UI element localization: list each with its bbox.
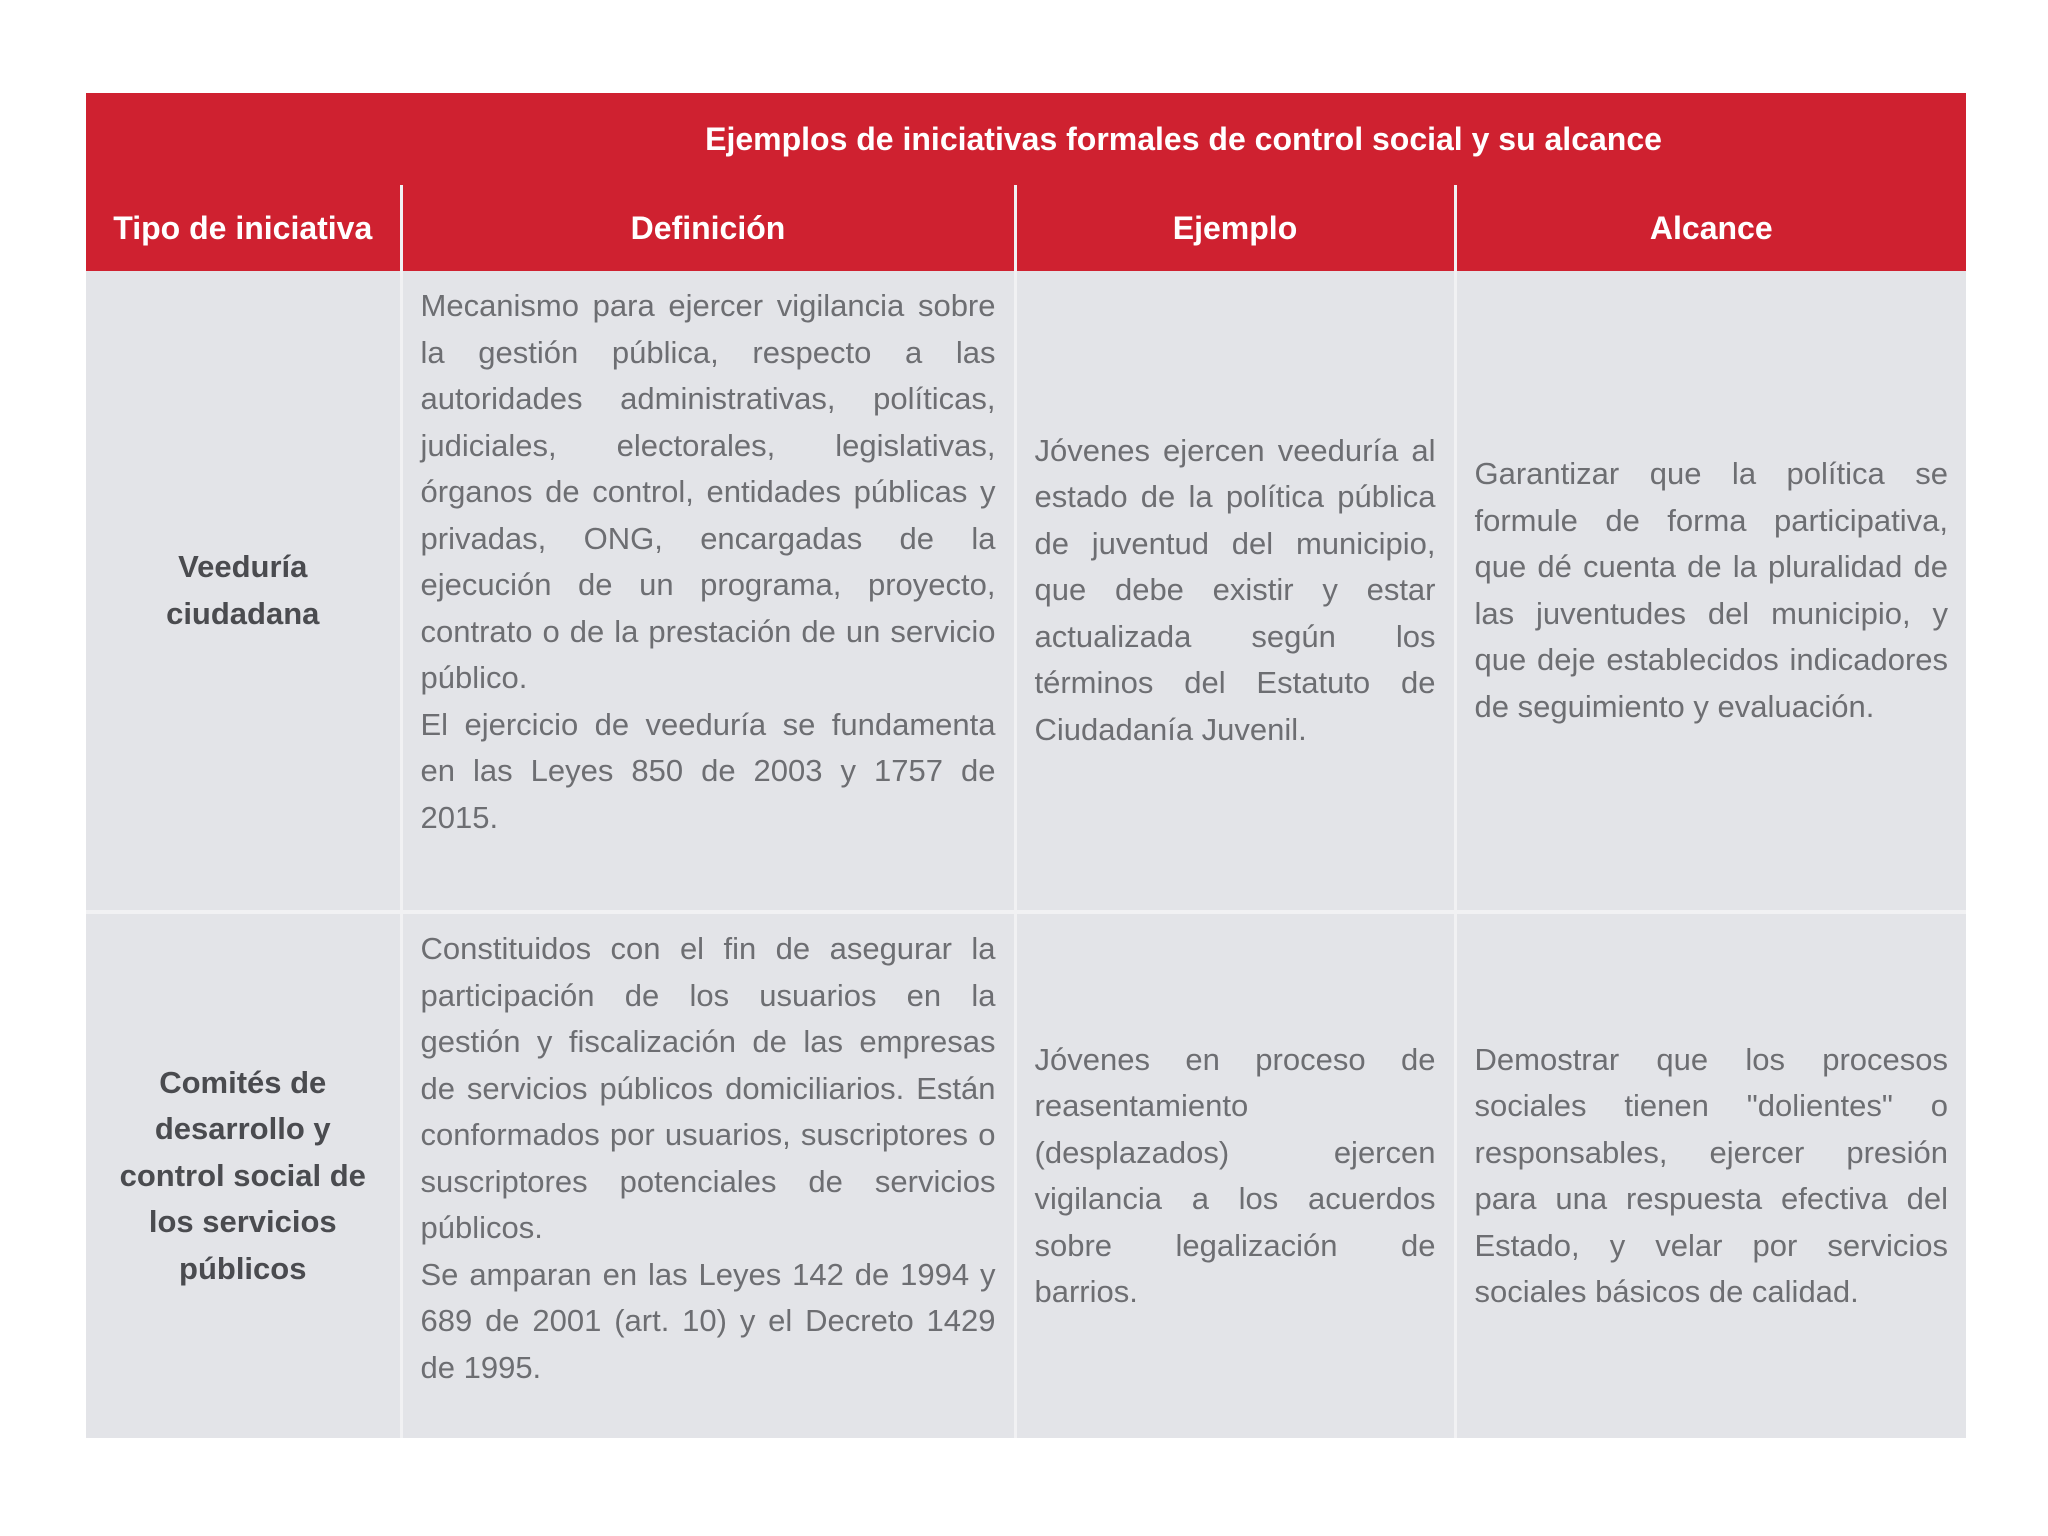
definicion-paragraph: Constituidos con el fin de asegurar la participación de los usuarios en la gestión y fiscalización de las empresas de servicios públicos domiciliarios. Están conformados por usuarios, suscriptores o suscriptores potenciales de servicios públicos. bbox=[420, 931, 996, 1245]
table-title-row bbox=[86, 93, 1966, 185]
initiatives-table bbox=[86, 93, 1966, 1438]
table-title: Ejemplos de iniciativas formales de control social y su alcance bbox=[401, 93, 1966, 185]
header-definicion: Definición bbox=[401, 185, 1015, 271]
alcance-cell: Garantizar que la política se formule de forma participativa, que dé cuenta de la pluralidad de las juventudes del municipio, y que deje establecidos indicadores de seguimiento y evaluación. bbox=[1455, 271, 1966, 912]
alcance-cell: Demostrar que los procesos sociales tienen "dolientes" o responsables, ejercer presión para una respuesta efectiva del Estado, y velar por servicios sociales básicos de calidad. bbox=[1455, 912, 1966, 1438]
ejemplo-cell: Jóvenes ejercen veeduría al estado de la política pública de juventud del municipio, que debe existir y estar actualizada según los términos del Estatuto de Ciudadanía Juvenil. bbox=[1015, 271, 1455, 912]
definicion-cell bbox=[401, 271, 1015, 912]
tipo-cell: Comités de desarrollo y control social de los servicios públicos bbox=[86, 912, 401, 1438]
header-tipo: Tipo de iniciativa bbox=[86, 185, 401, 271]
table-row bbox=[86, 912, 1966, 1438]
definicion-paragraph: Se amparan en las Leyes 142 de 1994 y 689 de 2001 (art. 10) y el Decreto 1429 de 1995. bbox=[420, 1256, 996, 1385]
table-row bbox=[86, 271, 1966, 912]
initiatives-table-container bbox=[86, 93, 1966, 1438]
header-ejemplo: Ejemplo bbox=[1015, 185, 1455, 271]
ejemplo-cell: Jóvenes en proceso de reasentamiento (desplazados) ejercen vigilancia a los acuerdos sobre legalización de barrios. bbox=[1015, 912, 1455, 1438]
definicion-cell bbox=[401, 912, 1015, 1438]
definicion-paragraph: Mecanismo para ejercer vigilancia sobre la gestión pública, respecto a las autoridades administrativas, políticas, judiciales, electorales, legislativas, órganos de control, entidades públicas y privadas, ONG, encargadas de la ejecución de un programa, proyecto, contrato o de la prestación de un servicio público. bbox=[420, 288, 996, 695]
table-header-row bbox=[86, 185, 1966, 271]
header-alcance: Alcance bbox=[1455, 185, 1966, 271]
tipo-cell: Veeduría ciudadana bbox=[86, 271, 401, 912]
title-spacer bbox=[86, 93, 401, 185]
definicion-paragraph: El ejercicio de veeduría se fundamenta en las Leyes 850 de 2003 y 1757 de 2015. bbox=[420, 706, 996, 835]
